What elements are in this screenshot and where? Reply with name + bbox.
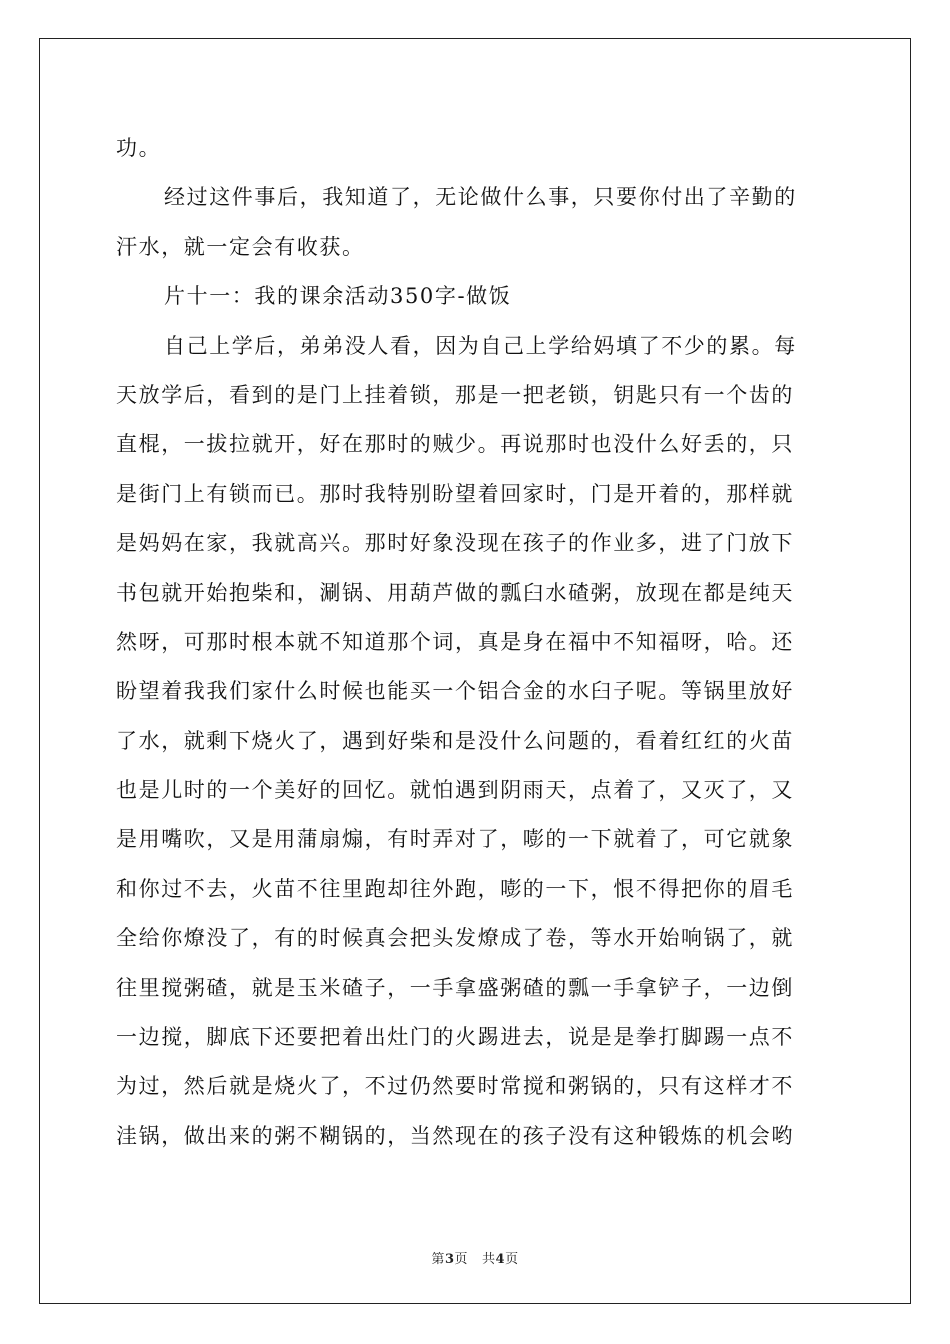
text-line: 经过这件事后，我知道了，无论做什么事，只要你付出了辛勤的 — [164, 185, 797, 210]
text-line: 然呀，可那时根本就不知道那个词，真是身在福中不知福呀，哈。还 — [116, 629, 794, 654]
footer-total-suffix: 页 — [505, 1252, 519, 1267]
footer-total-prefix: 共 — [482, 1252, 496, 1267]
footer-page-current: 3 — [444, 1252, 455, 1267]
text-line: 是妈妈在家，我就高兴。那时好象没现在孩子的作业多，进了门放下 — [116, 531, 794, 556]
text-line: 了水，就剩下烧火了，遇到好柴和是没什么问题的，看着红红的火苗 — [116, 728, 794, 753]
footer-page-suffix: 页 — [454, 1252, 468, 1267]
text-line: 洼锅，做出来的粥不糊锅的，当然现在的孩子没有这种锻炼的机会哟 — [116, 1123, 794, 1148]
text-line: 盼望着我我们家什么时候也能买一个铝合金的水臼子呢。等锅里放好 — [116, 679, 794, 704]
text-line: 是街门上有锁而已。那时我特别盼望着回家时，门是开着的，那样就 — [116, 481, 794, 506]
page-footer — [0, 1248, 950, 1267]
text-line: 也是儿时的一个美好的回忆。就怕遇到阴雨天，点着了，又灭了，又 — [116, 778, 794, 803]
text-line: 是用嘴吹，又是用蒲扇煽，有时弄对了，嘭的一下就着了，可它就象 — [116, 827, 794, 852]
text-line: 全给你燎没了，有的时候真会把头发燎成了卷，等水开始响锅了，就 — [116, 926, 794, 951]
text-line: 为过，然后就是烧火了，不过仍然要时常搅和粥锅的，只有这样才不 — [116, 1074, 794, 1099]
text-line: 天放学后，看到的是门上挂着锁，那是一把老锁，钥匙只有一个齿的 — [116, 382, 794, 407]
text-line: 书包就开始抱柴和，涮锅、用葫芦做的瓢臼水碴粥，放现在都是纯天 — [116, 580, 794, 605]
text-line: 一边搅，脚底下还要把着出灶门的火踢进去，说是是拳打脚踢一点不 — [116, 1025, 794, 1050]
text-line: 和你过不去，火苗不往里跑却往外跑，嘭的一下，恨不得把你的眉毛 — [116, 876, 794, 901]
text-line: 往里搅粥碴，就是玉米碴子，一手拿盛粥碴的瓢一手拿铲子，一边倒 — [116, 975, 794, 1000]
footer-page-prefix: 第 — [431, 1252, 445, 1267]
text-line: 自己上学后，弟弟没人看，因为自己上学给妈填了不少的累。每 — [164, 333, 797, 358]
text-line: 片十一：我的课余活动350字-做饭 — [164, 284, 512, 309]
text-line: 直棍，一拔拉就开，好在那时的贼少。再说那时也没什么好丢的，只 — [116, 432, 794, 457]
footer-page-total: 4 — [495, 1252, 506, 1267]
text-line: 汗水，就一定会有收获。 — [116, 234, 365, 259]
document-body — [116, 124, 836, 1161]
text-line: 功。 — [116, 136, 162, 160]
